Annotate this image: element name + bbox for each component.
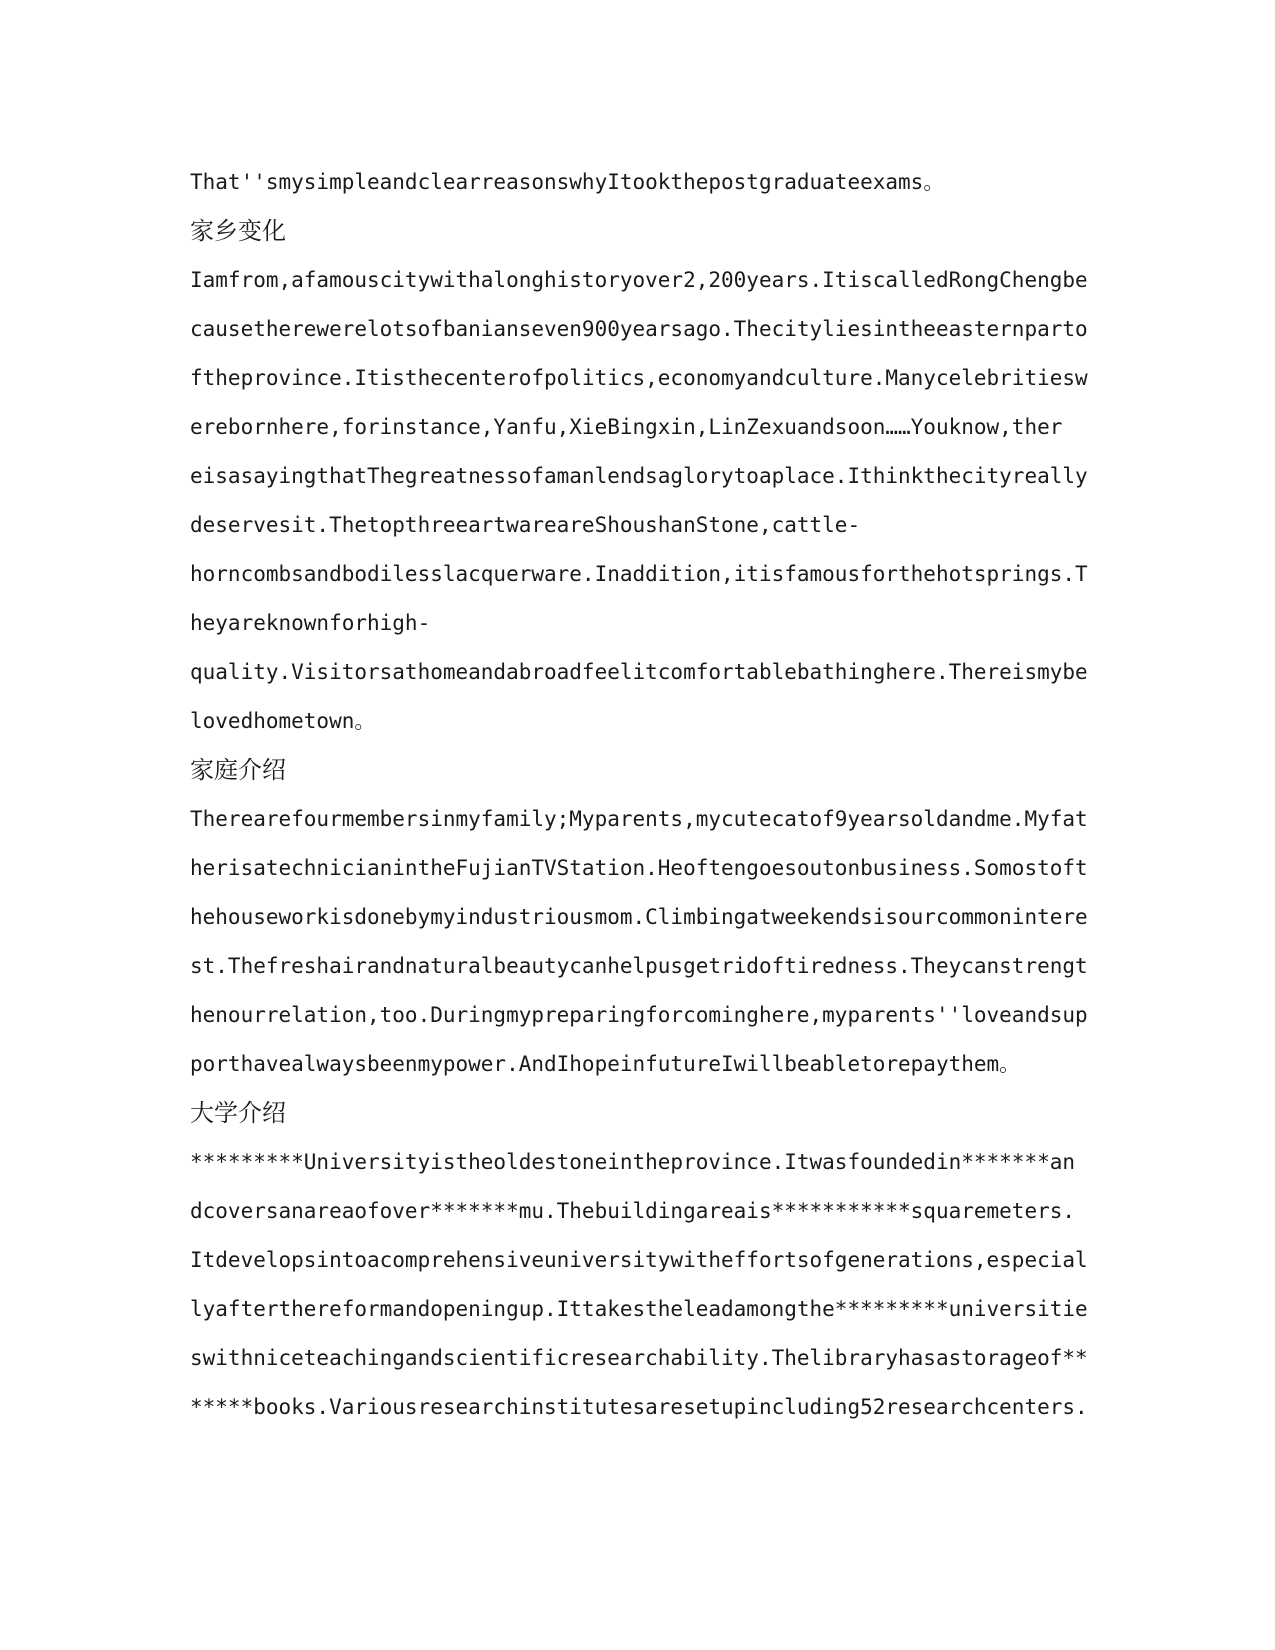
body-text-line: *********Universityistheoldestoneintheprovince.Itwasfoundedin*******an: [190, 1150, 1076, 1174]
body-text-line: dcoversanareaofover*******mu.Thebuildingareais***********squaremeters.: [190, 1199, 1076, 1223]
paragraph-family: [190, 795, 1088, 1089]
body-text-line: heyareknownforhigh-: [190, 611, 431, 635]
body-text-line: erebornhere,forinstance,Yanfu,XieBingxin,LinZexuandsoon……Youknow,ther: [190, 415, 1063, 439]
body-text-line: Iamfrom,afamouscitywithalonghistoryover2,200years.ItiscalledRongChengbe: [190, 268, 1088, 292]
body-text-line: st.Thefreshairandnaturalbeautycanhelpusgetridoftiredness.Theycanstrengt: [190, 954, 1088, 978]
body-text-line: lovedhometown。: [190, 709, 376, 733]
section-heading-hometown: 家乡变化: [190, 217, 286, 245]
section-heading-university: 大学介绍: [190, 1099, 286, 1127]
paragraph-university: [190, 1138, 1088, 1432]
body-text-line: swithniceteachingandscientificresearchability.Thelibraryhasastorageof**: [190, 1346, 1088, 1370]
body-text-line: lyafterthereformandopeningup.Ittakestheleadamongthe*********universitie: [190, 1297, 1088, 1321]
body-text-line: quality.Visitorsathomeandabroadfeelitcomfortablebathinghere.Thereismybe: [190, 660, 1088, 684]
body-text-line: horncombsandbodilesslacquerware.Inaddition,itisfamousforthehotsprings.T: [190, 562, 1088, 586]
body-text-line: *****books.Variousresearchinstitutesaresetupincluding52researchcenters.: [190, 1395, 1088, 1419]
body-text-line: Therearefourmembersinmyfamily;Myparents,mycutecatof9yearsoldandme.Myfat: [190, 807, 1088, 831]
body-text-line: That''smysimpleandclearreasonswhyItookthepostgraduateexams。: [190, 170, 945, 194]
body-text-line: causetherewerelotsofbanianseven900yearsago.Thecityliesintheeasternparto: [190, 317, 1088, 341]
body-text-line: Itdevelopsintoacomprehensiveuniversitywitheffortsofgenerations,especial: [190, 1248, 1088, 1272]
body-text-line: porthavealwaysbeenmypower.AndIhopeinfutureIwillbeabletorepaythem。: [190, 1052, 1021, 1076]
body-text-line: herisatechnicianintheFujianTVStation.Heoftengoesoutonbusiness.Somostoft: [190, 856, 1088, 880]
section-heading-family: 家庭介绍: [190, 756, 286, 784]
body-text-line: eisasayingthatThegreatnessofamanlendsaglorytoaplace.Ithinkthecityreally: [190, 464, 1088, 488]
paragraph-hometown: [190, 256, 1088, 746]
body-text-line: henourrelation,too.Duringmypreparingforcominghere,myparents''loveandsup: [190, 1003, 1088, 1027]
body-text-line: ftheprovince.Itisthecenterofpolitics,economyandculture.Manycelebritiesw: [190, 366, 1088, 390]
body-text-line: deservesit.ThetopthreeartwareareShoushanStone,cattle-: [190, 513, 861, 537]
body-text-line: hehouseworkisdonebymyindustriousmom.Climbingatweekendsisourcommonintere: [190, 905, 1088, 929]
document-body: [190, 158, 1088, 1432]
